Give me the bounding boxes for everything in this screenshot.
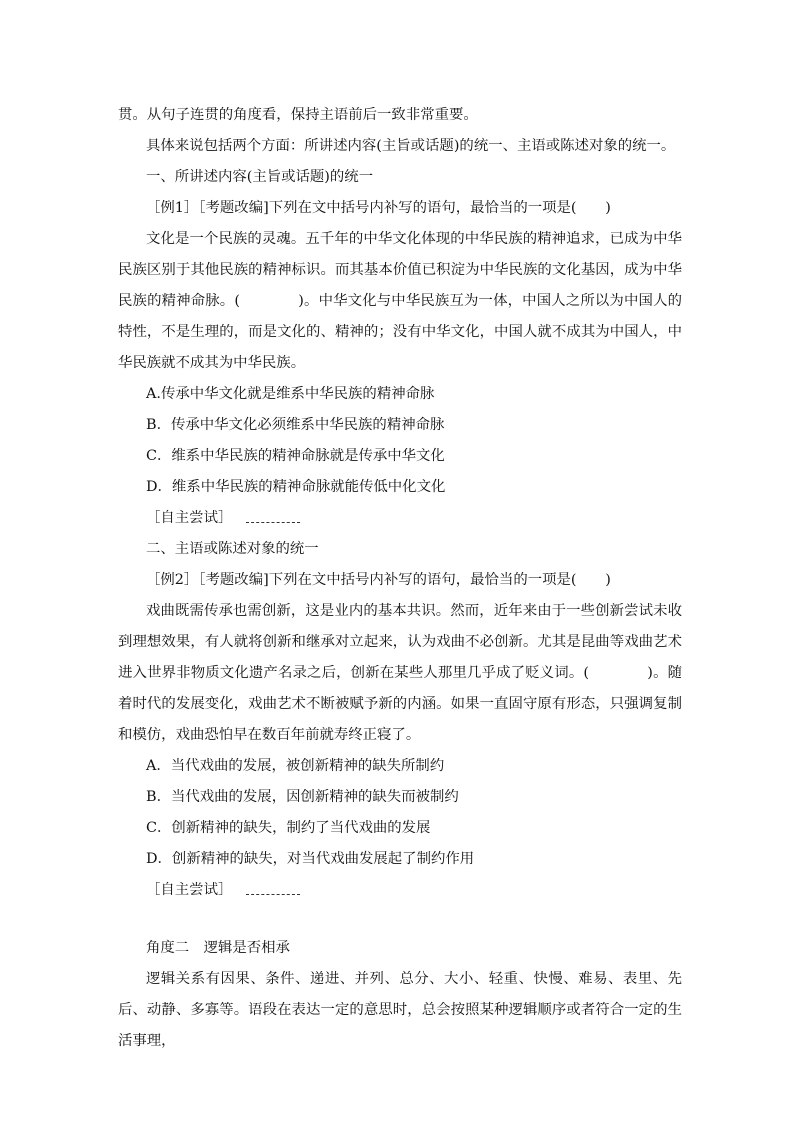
example2-option-a: A．当代戏曲的发展，被创新精神的缺失所制约 bbox=[146, 758, 445, 774]
example1-option-c: C．维系中华民族的精神命脉就是传承中华文化 bbox=[146, 448, 445, 464]
section-spacer bbox=[118, 906, 682, 933]
example2-option-b: B．当代戏曲的发展，因创新精神的缺失而被制约 bbox=[146, 789, 459, 805]
example2-self-try bbox=[118, 875, 682, 906]
self-try-label: ［自主尝试］ bbox=[146, 882, 233, 898]
answer-blank[interactable] bbox=[246, 522, 300, 523]
example2-option-d: D．创新精神的缺失，对当代戏曲发展起了制约作用 bbox=[146, 851, 475, 867]
self-try-label: ［自主尝试］ bbox=[146, 510, 233, 526]
example2-label: ［例2］［考题改编]下列在文中括号内补写的语句，最恰当的一项是( ) bbox=[146, 572, 611, 588]
example1-option-b: B．传承中华文化必须维系中华民族的精神命脉 bbox=[146, 417, 445, 433]
section2-heading: 二、主语或陈述对象的统一 bbox=[146, 541, 319, 557]
answer-blank[interactable] bbox=[246, 894, 300, 895]
example1-passage: 文化是一个民族的灵魂。五千年的中华文化体现的中华民族的精神追求，已成为中华民族区别于其他民族的精神标识。而其基本价值已积淀为中华民族的文化基因，成为中华民族的精神命脉。( )。中华文化与中华民族互为一体，中国人之所以为中国人的特性，不是生理的，而是文化的、精神的；没有中华文化，中国人就不成其为中国人，中华民族就不成其为中华民族。 bbox=[118, 231, 682, 371]
document-page bbox=[118, 100, 682, 1057]
example1-option-a: A.传承中华文化就是维系中华民族的精神命脉 bbox=[146, 386, 435, 402]
example1-option-d: D．维系中华民族的精神命脉就能传低中化文化 bbox=[146, 479, 446, 495]
example2-option-c: C．创新精神的缺失，制约了当代戏曲的发展 bbox=[146, 820, 431, 836]
section1-heading: 一、所讲述内容(主旨或话题)的统一 bbox=[146, 169, 374, 185]
example2-passage: 戏曲既需传承也需创新，这是业内的基本共识。然而，近年来由于一些创新尝试未收到理想效果，有人就将创新和继承对立起来，认为戏曲不必创新。尤其是昆曲等戏曲艺术进入世界非物质文化遗产名录之后，创新在某些人那里几乎成了贬义词。( )。随着时代的发展变化，戏曲艺术不断被赋予新的内涵。如果一直固守原有形态，只强调复制和模仿，戏曲恐怕早在数百年前就寿终正寝了。 bbox=[118, 603, 682, 743]
example1-label: ［例1］［考题改编]下列在文中括号内补写的语句，最恰当的一项是( ) bbox=[146, 200, 611, 216]
overview-line: 具体来说包括两个方面：所讲述内容(主旨或话题)的统一、主语或陈述对象的统一。 bbox=[146, 138, 676, 154]
section3-heading: 角度二 逻辑是否相承 bbox=[146, 940, 290, 956]
section3-passage: 逻辑关系有因果、条件、递进、并列、总分、大小、轻重、快慢、难易、表里、先后、动静、多寡等。语段在表达一定的意思时，总会按照某种逻辑顺序或者符合一定的生活事理， bbox=[118, 971, 682, 1049]
example1-self-try bbox=[118, 503, 682, 534]
intro-line: 贯。从句子连贯的角度看，保持主语前后一致非常重要。 bbox=[118, 107, 478, 123]
